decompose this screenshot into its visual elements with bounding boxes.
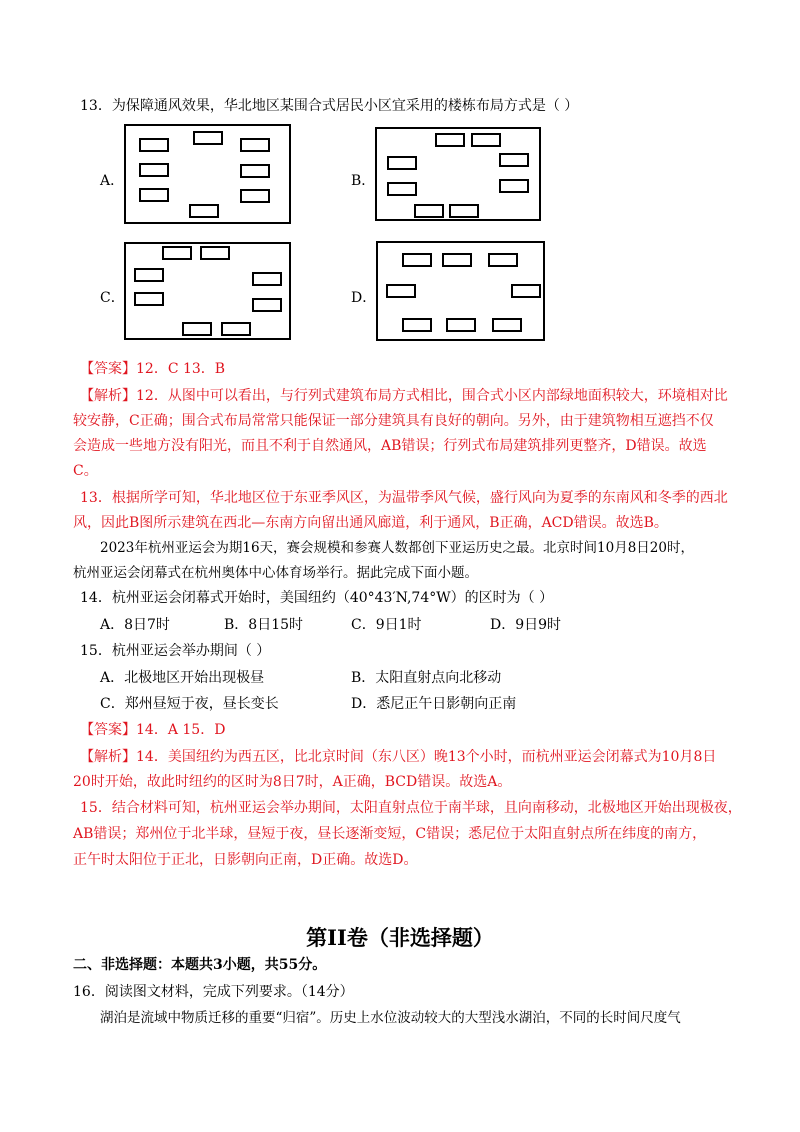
building <box>134 268 164 282</box>
building <box>252 298 282 312</box>
material-line-1: 2023年杭州亚运会为期16天，赛会规模和参赛人数都创下亚运历史之最。北京时间10月8日20时， <box>100 540 694 556</box>
q16-stem: 16．阅读图文材料，完成下列要求。（14分） <box>73 984 354 1000</box>
building <box>511 284 541 298</box>
building <box>240 164 270 178</box>
q15-option-c: C．郑州昼短于夜，昼长变长 <box>100 696 279 712</box>
building <box>240 189 270 203</box>
analysis-13-line-2: 风，因此B图所示建筑在西北—东南方向留出通风廊道，利于通风，B正确，ACD错误。故选B。 <box>73 515 668 531</box>
building <box>162 246 192 260</box>
analysis-text: 14．美国纽约为西五区，比北京时间（东八区）晚13个小时，而杭州亚运会闭幕式为10月8日 <box>136 749 717 765</box>
building <box>193 131 223 145</box>
analysis-12-line-1 <box>80 386 728 406</box>
building <box>189 204 219 218</box>
q14-stem: 14．杭州亚运会闭幕式开始时，美国纽约（40°43′N,74°W）的区时为（ ） <box>80 590 554 606</box>
answer-tag: 【答案】 <box>80 722 136 738</box>
analysis-13-line-1: 13．根据所学可知，华北地区位于东亚季风区，为温带季风气候，盛行风向为夏季的东南风和冬季的西北 <box>80 490 728 506</box>
analysis-14-line-1 <box>80 747 716 767</box>
q15-option-a: A．北极地区开始出现极昼 <box>100 670 265 686</box>
building <box>139 188 169 202</box>
building <box>240 138 270 152</box>
building <box>449 204 479 218</box>
building <box>252 272 282 286</box>
option-b-label: B． <box>351 173 376 189</box>
analysis-15-line-2: AB错误；郑州位于北半球，昼短于夜，昼长逐渐变短，C错误；悉尼位于太阳直射点所在纬度的南方， <box>73 826 707 842</box>
part-2-title: 第II卷（非选择题） <box>306 925 494 950</box>
layout-diagram-c <box>124 242 291 340</box>
layout-diagram-a <box>124 124 291 224</box>
building <box>221 322 251 336</box>
building <box>446 318 476 332</box>
analysis-15-line-3: 正午时太阳位于正北，日影朝向正南，D正确。故选D。 <box>73 852 418 868</box>
q14-option-a: A．8日7时 <box>100 617 170 633</box>
building <box>414 204 444 218</box>
building <box>139 138 169 152</box>
analysis-tag: 【解析】 <box>80 388 136 404</box>
analysis-12-line-2: 较安静，C正确；围合式布局常常只能保证一部分建筑具有良好的朝向。另外，由于建筑物相互遮挡不仅 <box>73 413 714 429</box>
q14-option-b: B．8日15时 <box>224 617 304 633</box>
building <box>402 253 432 267</box>
option-d-label: D． <box>351 290 377 306</box>
q13-stem: 13．为保障通风效果，华北地区某围合式居民小区宜采用的楼栋布局方式是（ ） <box>80 98 579 114</box>
building <box>442 253 472 267</box>
option-a-label: A． <box>100 173 125 189</box>
option-c-label: C． <box>100 290 125 306</box>
building <box>386 284 416 298</box>
answer-text: 12．C 13．B <box>136 361 226 377</box>
layout-diagram-b <box>375 127 541 221</box>
building <box>471 133 501 147</box>
section-heading: 二、非选择题：本题共3小题，共55分。 <box>73 957 327 973</box>
building <box>488 253 518 267</box>
analysis-12-line-3: 会造成一些地方没有阳光，而且不利于自然通风，AB错误；行列式布局建筑排列更整齐，D错误。故选 <box>73 438 707 454</box>
building <box>435 133 465 147</box>
analysis-text: 12．从图中可以看出，与行列式建筑布局方式相比，围合式小区内部绿地面积较大，环境相对比 <box>136 388 728 404</box>
q15-option-b: B．太阳直射点向北移动 <box>351 670 502 686</box>
answer-14-15 <box>80 720 225 740</box>
answer-text: 14．A 15．D <box>136 722 226 738</box>
layout-diagram-d <box>376 241 545 341</box>
material-line-2: 杭州亚运会闭幕式在杭州奥体中心体育场举行。据此完成下面小题。 <box>73 565 478 581</box>
answer-tag: 【答案】 <box>80 361 136 377</box>
q15-stem: 15．杭州亚运会举办期间（ ） <box>80 643 271 659</box>
analysis-15-line-1: 15．结合材料可知，杭州亚运会举办期间，太阳直射点位于南半球，且向南移动，北极地区开始出现极夜， <box>80 800 742 816</box>
building <box>387 156 417 170</box>
analysis-tag: 【解析】 <box>80 749 136 765</box>
building <box>492 318 522 332</box>
analysis-12-line-4: C。 <box>73 463 98 479</box>
building <box>402 318 432 332</box>
q16-material: 湖泊是流域中物质迁移的重要“归宿”。历史上水位波动较大的大型浅水湖泊，不同的长时间尺度气 <box>100 1010 681 1026</box>
analysis-14-line-2: 20时开始，故此时纽约的区时为8日7时，A正确，BCD错误。故选A。 <box>73 774 512 790</box>
building <box>182 322 212 336</box>
building <box>499 153 529 167</box>
building <box>134 292 164 306</box>
answer-12-13 <box>80 359 225 379</box>
q14-option-d: D．9日9时 <box>490 617 562 633</box>
building <box>499 179 529 193</box>
building <box>139 163 169 177</box>
q15-option-d: D．悉尼正午日影朝向正南 <box>351 696 517 712</box>
building <box>387 182 417 196</box>
q14-option-c: C．9日1时 <box>351 617 422 633</box>
building <box>200 246 230 260</box>
